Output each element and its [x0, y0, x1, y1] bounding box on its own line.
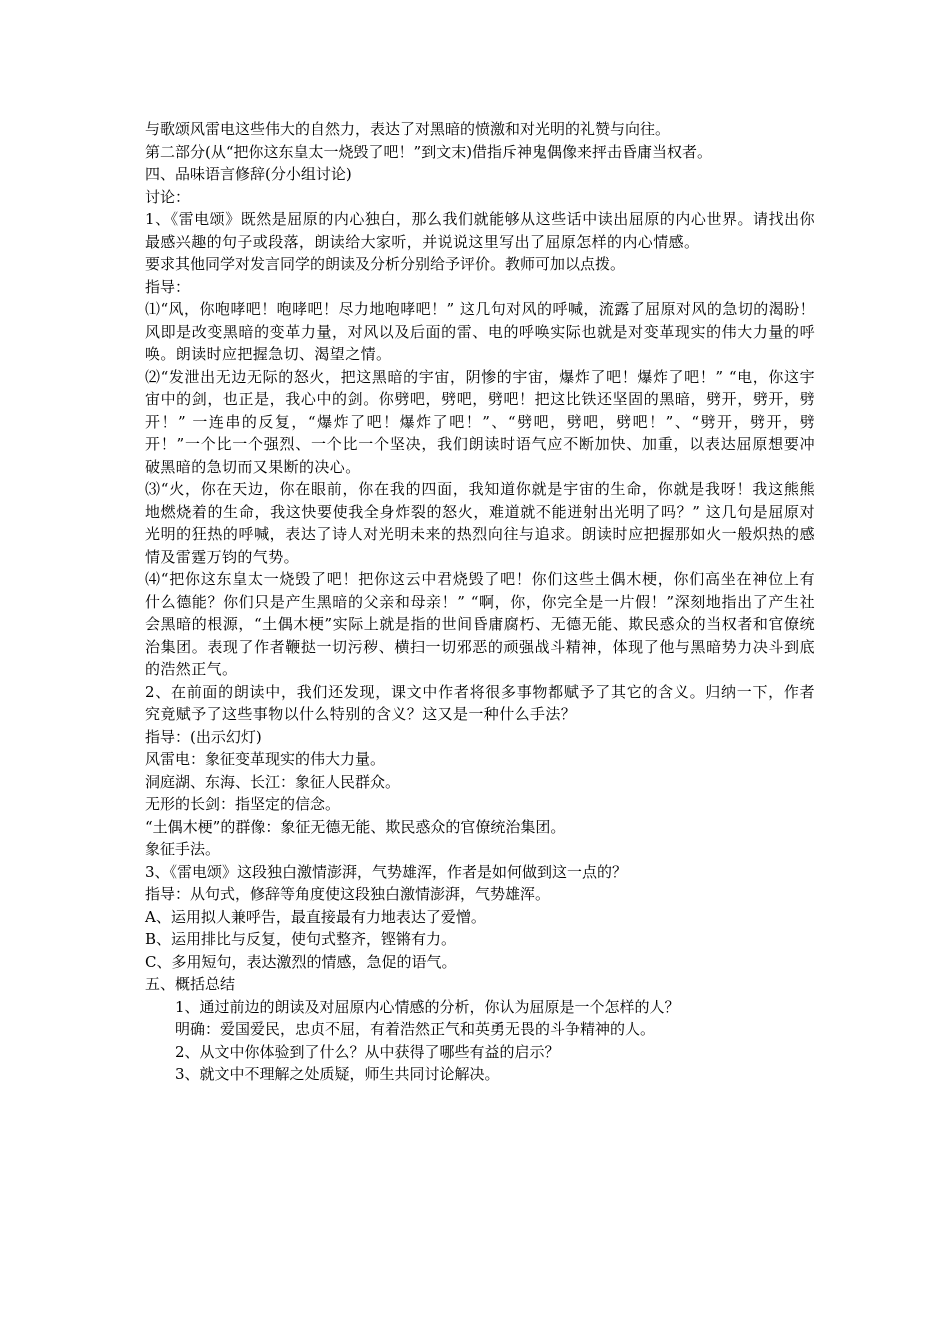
- text-line: 指导：: [145, 277, 191, 296]
- text-line: 明确：爱国爱民，忠贞不屈，有着浩然正气和英勇无畏的斗争精神的人。: [175, 1020, 656, 1038]
- question-paragraph: 2、在前面的朗读中，我们还发现，课文中作者将很多事物都赋予了其它的含义。归纳一下，作者究竟赋予了这些事物以什么特别的含义？这又是一种什么手法？: [145, 682, 815, 723]
- text-line: 指导：从句式，修辞等角度使这段独白激情澎湃，气势雄浑。: [145, 885, 551, 903]
- text-line: 象征手法。: [145, 840, 221, 858]
- guidance-paragraph: ⑴“风，你咆哮吧！咆哮吧！尽力地咆哮吧！” 这几句对风的呼喊，流露了屈原对风的急切的渴盼！风即是改变黑暗的变革力量，对风以及后面的雷、电的呼唤实际也就是对变革现实的伟大力量的呼唤。朗读时应把握急切、渴望之情。: [145, 300, 815, 363]
- text-line: 第二部分(从“把你这东皇太一烧毁了吧！”到文末)借指斥神鬼偶像来抨击昏庸当权者。: [145, 142, 713, 161]
- text-line: 1、通过前边的朗读及对屈原内心情感的分析，你认为屈原是一个怎样的人？: [175, 997, 680, 1016]
- text-line: 3、《雷电颂》这段独白激情澎湃，气势雄浑，作者是如何做到这一点的？: [145, 862, 628, 881]
- text-line: B、运用排比与反复，使句式整齐，铿锵有力。: [145, 930, 457, 948]
- text-line: 洞庭湖、东海、长江：象征人民群众。: [145, 772, 401, 791]
- text-line: A、运用拟人兼呼告，最直接最有力地表达了爱憎。: [145, 907, 486, 926]
- text-line: 无形的长剑：指坚定的信念。: [145, 795, 341, 813]
- guidance-paragraph: ⑶“火，你在天边，你在眼前，你在我的四面，我知道你就是宇宙的生命，你就是我呀！我这熊熊地燃烧着的生命，我这快要使我全身炸裂的怒火，难道就不能迸射出光明了吗？” 这几句是屈原对光明的狂热的呼喊，表达了诗人对光明未来的热烈向往与追求。朗读时应把握那如火一般炽热的感情及雷霆万钧的气势。: [145, 480, 815, 566]
- text-line: 要求其他同学对发言同学的朗读及分析分别给予评价。教师可加以点拨。: [145, 255, 626, 273]
- text-line: 与歌颂风雷电这些伟大的自然力，表达了对黑暗的愤激和对光明的礼赞与向往。: [145, 120, 671, 138]
- guidance-paragraph: ⑵“发泄出无边无际的怒火，把这黑暗的宇宙，阴惨的宇宙，爆炸了吧！爆炸了吧！” “电，你这宇宙中的剑，也正是，我心中的剑。你劈吧，劈吧，劈吧！把这比铁还坚固的黑暗，劈开，劈开，劈开！” 一连串的反复，“爆炸了吧！爆炸了吧！”、“劈吧，劈吧，劈吧！”、“劈开，劈开，劈开！”一个比一个强烈、一个比一个坚决，我们朗读时语气应不断加快、加重，以表达屈原想要冲破黑暗的急切而又果断的决心。: [145, 367, 815, 476]
- text-line: 指导：(出示幻灯): [145, 727, 262, 746]
- text-line: “土偶木梗”的群像：象征无德无能、欺民惑众的官僚统治集团。: [145, 817, 566, 836]
- text-line: 讨论：: [145, 187, 191, 206]
- text-line: 风雷电：象征变革现实的伟大力量。: [145, 750, 386, 768]
- question-paragraph: 1、《雷电颂》既然是屈原的内心独白，那么我们就能够从这些话中读出屈原的内心世界。请找出你最感兴趣的句子或段落，朗读给大家听，并说说这里写出了屈原怎样的内心情感。: [145, 210, 815, 251]
- text-line: 3、就文中不理解之处质疑，师生共同讨论解决。: [175, 1065, 500, 1083]
- guidance-paragraph: ⑷“把你这东皇太一烧毁了吧！把你这云中君烧毁了吧！你们这些土偶木梗，你们高坐在神位上有什么德能？你们只是产生黑暗的父亲和母亲！” “啊，你，你完全是一片假！”深刻地指出了产生社会黑暗的根源，“土偶木梗”实际上就是指的世间昏庸腐朽、无德无能、欺民惑众的当权者和官僚统治集团。表现了作者鞭挞一切污秽、横扫一切邪恶的顽强战斗精神，体现了他与黑暗势力决斗到底的浩然正气。: [145, 570, 815, 678]
- document-page: [145, 118, 815, 1086]
- text-line: 2、从文中你体验到了什么？从中获得了哪些有益的启示？: [175, 1042, 560, 1061]
- section-heading: 五、概括总结: [145, 975, 236, 993]
- section-heading: 四、品味语言修辞(分小组讨论): [145, 165, 352, 183]
- text-line: C、多用短句，表达激烈的情感，急促的语气。: [145, 952, 457, 971]
